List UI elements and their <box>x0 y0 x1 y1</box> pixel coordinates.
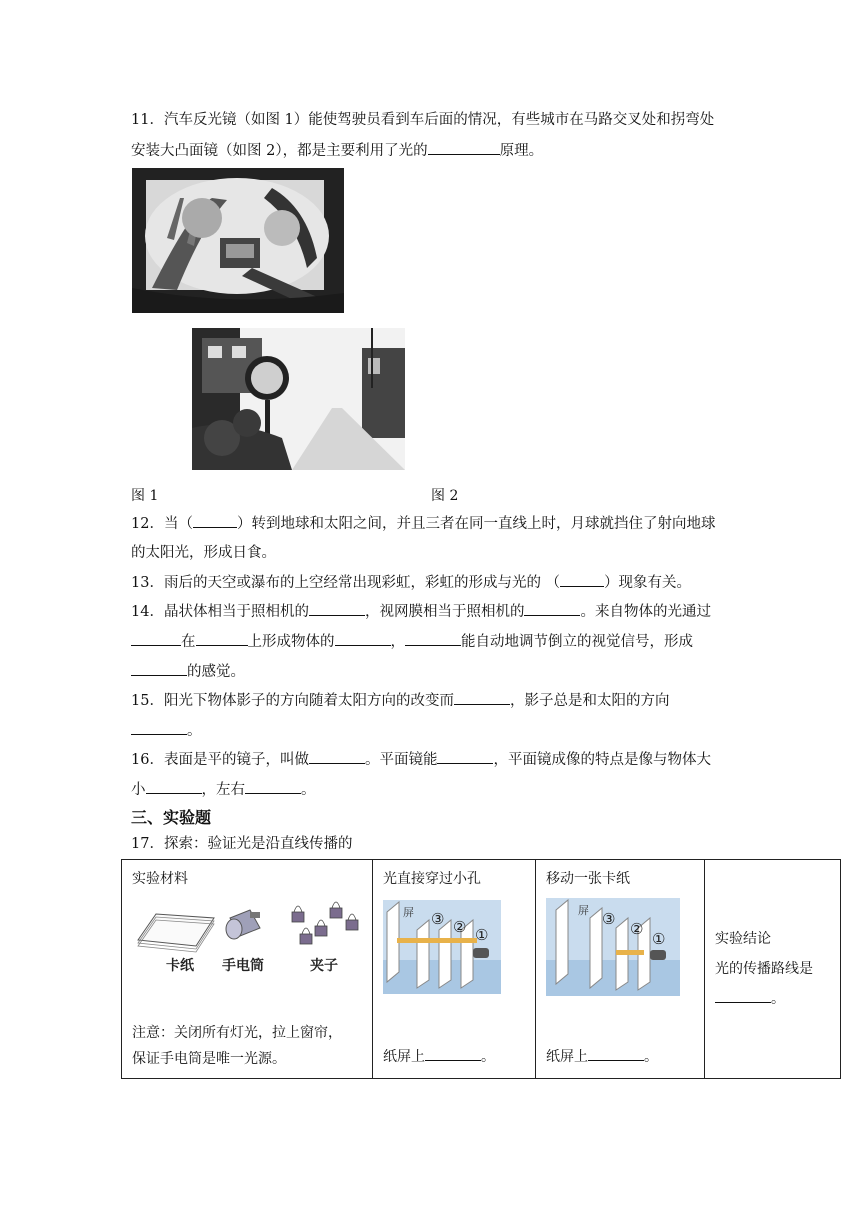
direct-hole-illustration <box>383 900 501 994</box>
svg-text:①: ① <box>475 926 489 944</box>
figure-1-car-mirror <box>132 168 344 313</box>
answer-blank[interactable] <box>131 631 181 646</box>
q14-line3: 的感觉。 <box>131 661 245 682</box>
answer-blank[interactable] <box>309 749 365 764</box>
answer-blank[interactable] <box>425 1046 481 1061</box>
q14-line1: 14．晶状体相当于照相机的 ，视网膜相当于照相机的 。来自物体的光通过 <box>131 601 711 622</box>
answer-blank[interactable] <box>405 631 461 646</box>
answer-blank[interactable] <box>131 661 187 676</box>
direct-hole-cell <box>373 860 536 1079</box>
experiment-table <box>121 859 841 1079</box>
svg-text:②: ② <box>453 918 467 936</box>
answer-blank[interactable] <box>428 140 500 155</box>
q15-line1: 15．阳光下物体影子的方向随着太阳方向的改变而 ，影子总是和太阳的方向 <box>131 690 669 711</box>
answer-blank[interactable] <box>196 631 248 646</box>
svg-text:②: ② <box>630 920 644 938</box>
screen-label: 屏 <box>403 906 414 919</box>
answer-blank[interactable] <box>335 631 391 646</box>
figure-2-convex-mirror <box>192 328 405 470</box>
answer-blank[interactable] <box>309 601 365 616</box>
q12-line2: 的太阳光，形成日食。 <box>131 545 276 561</box>
materials-cell <box>122 860 373 1079</box>
conclusion-header: 实验结论 <box>715 931 771 947</box>
answer-blank[interactable] <box>588 1046 644 1061</box>
move-card-illustration <box>546 898 680 996</box>
clip-icon <box>292 902 358 944</box>
material-label-cardboard: 卡纸 <box>166 958 194 974</box>
materials-note: 注意：关闭所有灯光，拉上窗帘， 保证手电筒是唯一光源。 <box>132 1025 342 1067</box>
answer-blank[interactable] <box>193 513 237 528</box>
screen-label: 屏 <box>578 904 589 917</box>
move-card-answer: 纸屏上 。 <box>546 1046 658 1066</box>
q12-line1: 12．当（ ）转到地球和太阳之间，并且三者在同一直线上时，月球就挡住了射向地球 <box>131 513 715 534</box>
material-label-flashlight: 手电筒 <box>222 958 264 974</box>
conclusion-answer: 。 <box>715 984 830 1014</box>
q11-line1: 11．汽车反光镜（如图 1）能使驾驶员看到车后面的情况，有些城市在马路交叉处和拐弯处 <box>131 112 715 128</box>
section-heading: 三、实验题 <box>131 808 212 827</box>
materials-header: 实验材料 <box>132 871 188 887</box>
q14-line2: 在 上形成物体的 ， 能自动地调节倒立的视觉信号，形成 <box>131 631 693 652</box>
material-label-clips: 夹子 <box>310 958 338 974</box>
q11-line2: 安装大凸面镜（如图 2），都是主要利用了光的 原理。 <box>131 140 543 161</box>
figure-1-caption: 图 1 <box>131 488 159 504</box>
answer-blank[interactable] <box>437 749 493 764</box>
move-card-cell <box>536 860 705 1079</box>
answer-blank[interactable] <box>146 779 202 794</box>
q16-line1: 16．表面是平的镜子，叫做 。平面镜能 ，平面镜成像的特点是像与物体大 <box>131 749 711 770</box>
answer-blank[interactable] <box>245 779 301 794</box>
answer-blank[interactable] <box>131 720 187 735</box>
q16-line2: 小 ，左右 。 <box>131 779 316 800</box>
svg-text:③: ③ <box>602 910 616 928</box>
figure-2-caption: 图 2 <box>431 488 459 504</box>
answer-blank[interactable] <box>454 690 510 705</box>
materials-illustration <box>132 896 362 976</box>
conclusion-cell <box>705 860 841 1079</box>
q15-line2: 。 <box>131 720 202 741</box>
answer-blank[interactable] <box>560 572 604 587</box>
q17-title: 17．探索：验证光是沿直线传播的 <box>131 836 353 852</box>
move-card-header: 移动一张卡纸 <box>546 871 630 887</box>
answer-blank[interactable] <box>715 988 771 1003</box>
flashlight-icon <box>226 910 260 939</box>
direct-hole-header: 光直接穿过小孔 <box>383 871 481 887</box>
q13-line: 13．雨后的天空或瀑布的上空经常出现彩虹，彩虹的形成与光的 （ ）现象有关。 <box>131 572 691 593</box>
answer-blank[interactable] <box>524 601 580 616</box>
svg-text:③: ③ <box>431 910 445 928</box>
svg-text:①: ① <box>652 930 666 948</box>
direct-hole-answer: 纸屏上 。 <box>383 1046 495 1066</box>
cardboard-icon <box>138 914 214 952</box>
conclusion-text: 光的传播路线是 <box>715 961 813 977</box>
